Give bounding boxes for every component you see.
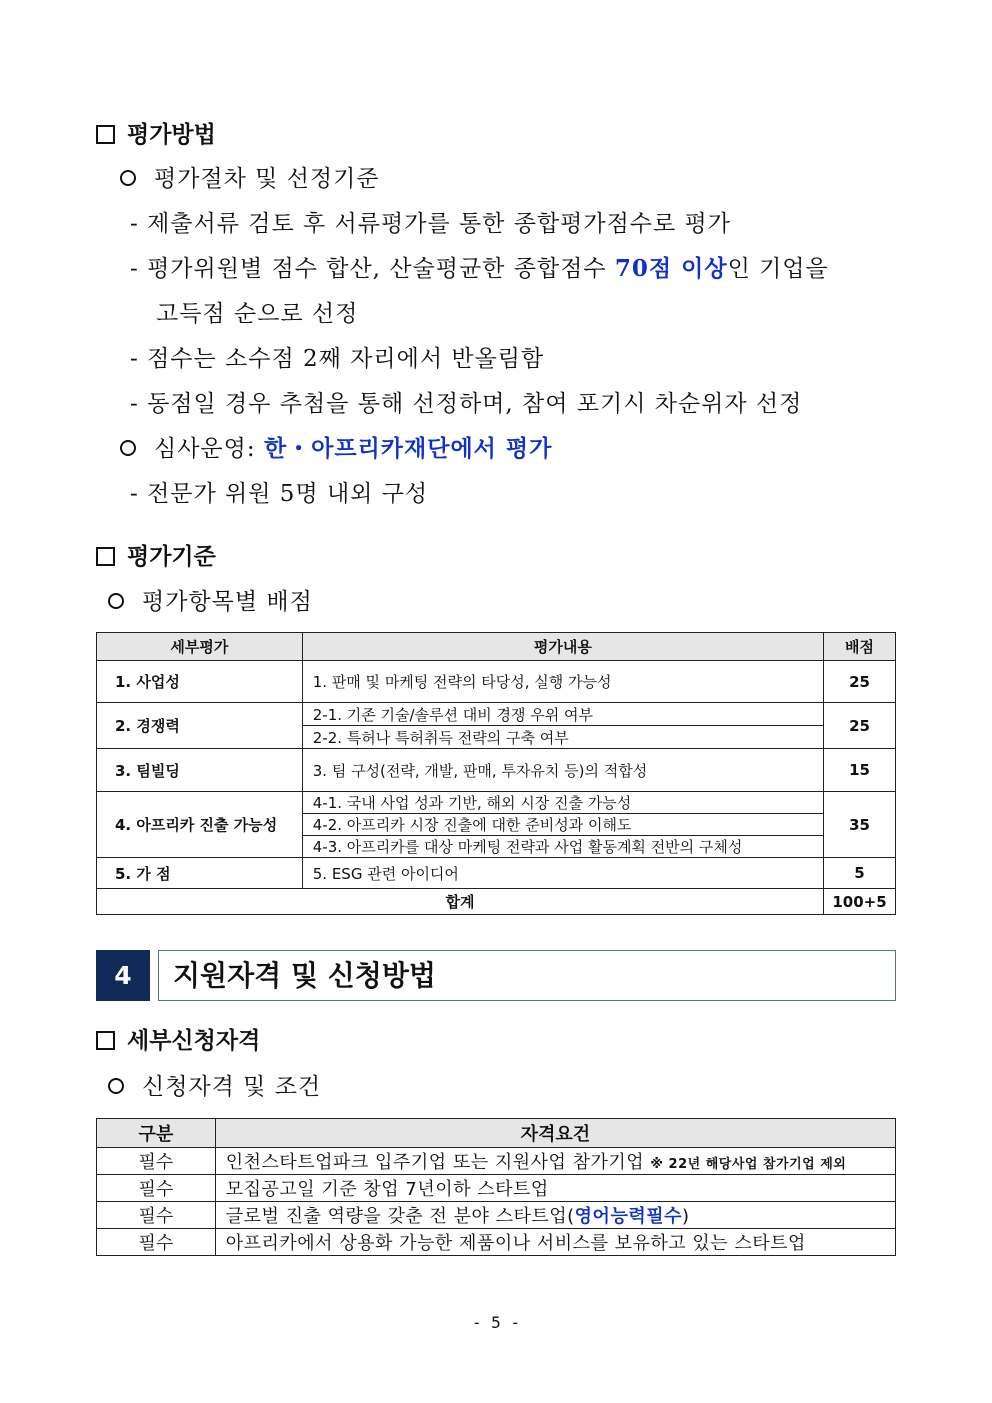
proc-item-4: - 동점일 경우 추첨을 통해 선정하며, 참여 포기시 차순위자 선정 [130, 391, 803, 417]
table-header-row [97, 633, 896, 661]
eligibility-subtitle: 신청자격 및 조건 [108, 1068, 321, 1101]
circle-bullet-icon [108, 593, 124, 609]
review-org-highlight: 한・아프리카재단에서 평가 [263, 435, 553, 462]
table-row: 필수 인천스타트업파크 입주기업 또는 지원사업 참가기업 ※ 22년 해당사업 참가기업 제외 [97, 1148, 896, 1175]
proc-item-2: - 평가위원별 점수 합산, 산술평균한 종합점수 70점 이상인 기업을 [130, 255, 829, 282]
section-number-badge: 4 [96, 950, 150, 1001]
table-row: 3. 팀빌딩 3. 팀 구성(전략, 개발, 판매, 투자유치 등)의 적합성 15 [97, 749, 896, 792]
proc-item-2-cont: 고득점 순으로 선정 [156, 301, 359, 327]
circle-bullet-icon [120, 170, 136, 186]
table-row: 5. 가 점 5. ESG 관련 아이디어 5 [97, 858, 896, 889]
criteria-table [96, 632, 896, 915]
col-content: 평가내용 [302, 633, 823, 661]
procedure-title: 평가절차 및 선정기준 [120, 160, 380, 193]
eval-criteria-heading: 평가기준 [96, 538, 216, 571]
circle-bullet-icon [120, 440, 136, 456]
col-score: 배점 [824, 633, 896, 661]
proc-item-1: - 제출서류 검토 후 서류평가를 통한 종합평가점수로 평가 [130, 211, 731, 237]
table-row: 1. 사업성 1. 판매 및 마케팅 전략의 타당성, 실행 가능성 25 [97, 661, 896, 703]
col-requirement: 자격요건 [215, 1119, 895, 1148]
table-row: 2. 경쟁력 2-1. 기존 기술/솔루션 대비 경쟁 우위 여부 25 [97, 703, 896, 726]
col-kind: 구분 [97, 1119, 216, 1148]
square-bullet-icon [96, 1031, 115, 1050]
table-row: 필수 아프리카에서 상용화 가능한 제품이나 서비스를 보유하고 있는 스타트업 [97, 1229, 896, 1256]
table-row: 필수 글로벌 진출 역량을 갖춘 전 분야 스타트업(영어능력필수) [97, 1202, 896, 1229]
col-category: 세부평가 [97, 633, 303, 661]
review-operation: 심사운영: 한・아프리카재단에서 평가 [120, 430, 552, 463]
score-threshold-highlight: 70점 이상 [614, 255, 728, 282]
exclusion-note: ※ 22년 해당사업 참가기업 제외 [650, 1157, 847, 1172]
square-bullet-icon [96, 125, 115, 144]
english-required-highlight: 영어능력필수 [574, 1206, 682, 1227]
table-row: 필수 모집공고일 기준 창업 7년이하 스타트업 [97, 1175, 896, 1202]
table-row: 4-2. 아프리카 시장 진출에 대한 준비성과 이해도 [97, 814, 896, 836]
eval-method-heading: 평가방법 [96, 116, 216, 149]
section-title: 지원자격 및 신청방법 [158, 950, 896, 1001]
criteria-subtitle: 평가항목별 배점 [108, 583, 313, 616]
eligibility-heading: 세부신청자격 [96, 1022, 260, 1055]
eligibility-table [96, 1118, 896, 1256]
table-row: 4. 아프리카 진출 가능성 4-1. 국내 사업 성과 기반, 해외 시장 진출 가능성 35 [97, 792, 896, 814]
table-row: 2-2. 특허나 특허취득 전략의 구축 여부 [97, 726, 896, 749]
review-item-1: - 전문가 위원 5명 내외 구성 [130, 481, 429, 507]
table-row: 4-3. 아프리카를 대상 마케팅 전략과 사업 활동계획 전반의 구체성 [97, 836, 896, 858]
square-bullet-icon [96, 547, 115, 566]
proc-item-3: - 점수는 소수점 2째 자리에서 반올림함 [130, 346, 545, 372]
circle-bullet-icon [108, 1078, 124, 1094]
table-total-row: 합계 100+5 [97, 889, 896, 915]
page-number: - 5 - [471, 1313, 521, 1332]
table-header-row [97, 1119, 896, 1148]
